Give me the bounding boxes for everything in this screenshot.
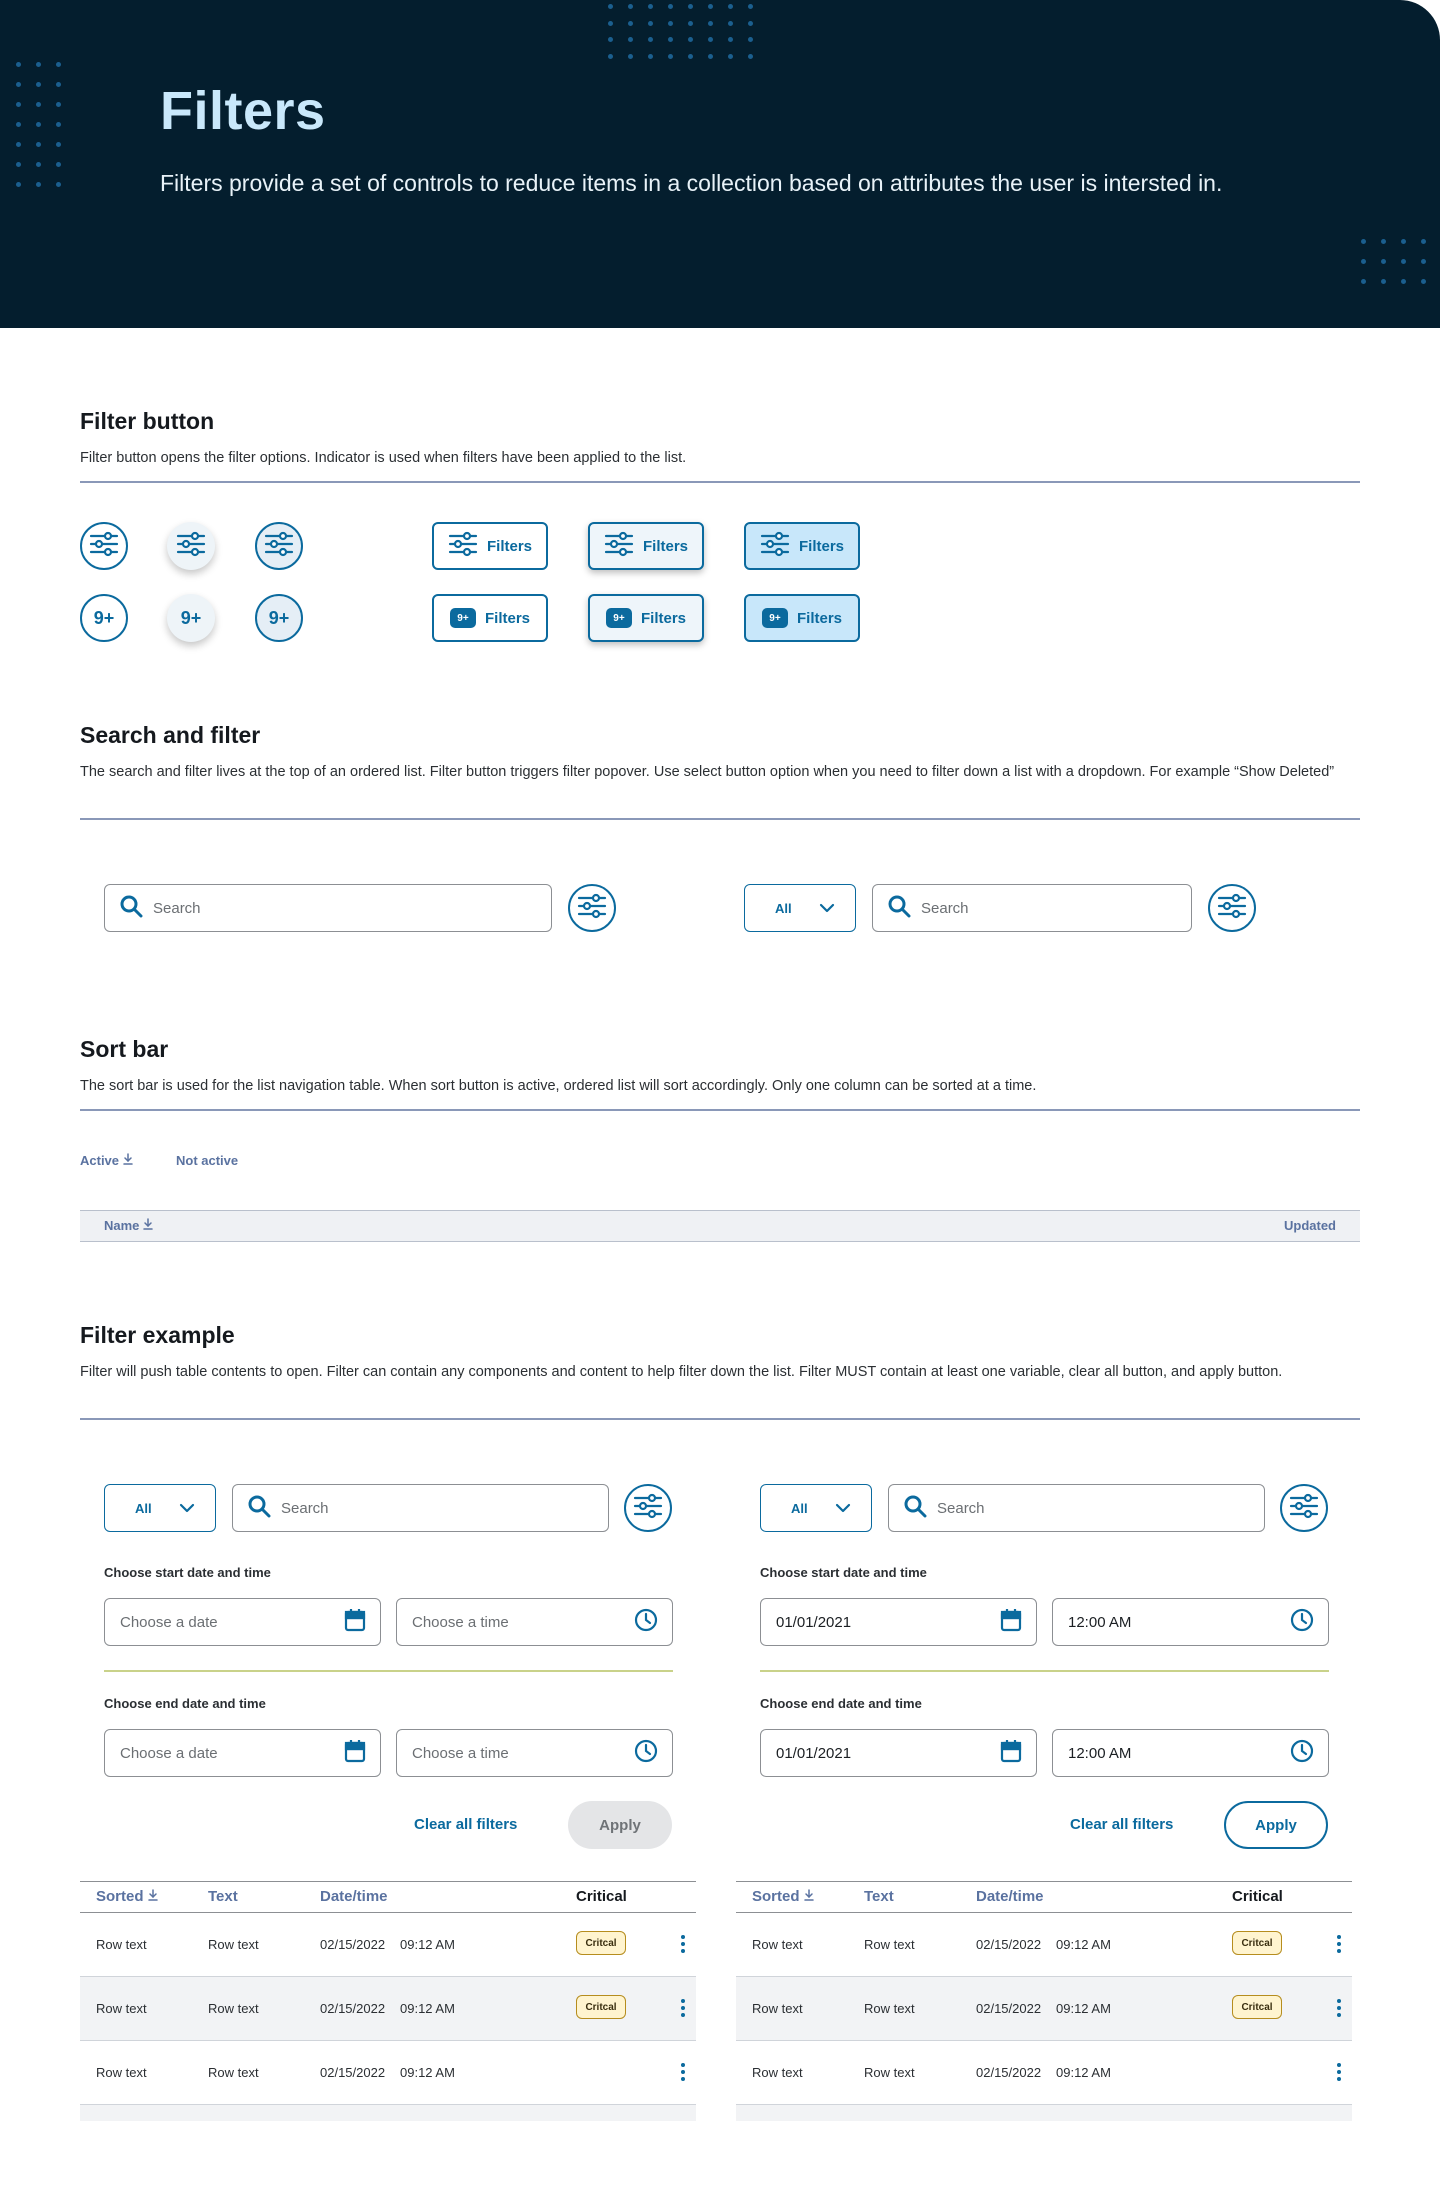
kebab-menu-icon[interactable]: [681, 1935, 685, 1953]
filter-sliders-icon: [577, 893, 607, 924]
filters-button-label: Filters: [486, 537, 532, 555]
search-placeholder: Search: [937, 1499, 985, 1517]
row-cell-text: Row text: [864, 2001, 915, 2016]
filter-sliders-icon: [264, 531, 294, 562]
section-divider: [80, 481, 1360, 483]
sort-active-label: Active: [80, 1153, 120, 1168]
decor-dot: [56, 142, 61, 147]
table-row[interactable]: [80, 2041, 696, 2105]
table-header: [736, 1881, 1352, 1913]
calendar-icon[interactable]: [1000, 1608, 1022, 1636]
decor-dot: [708, 37, 713, 42]
decor-dot: [1381, 279, 1386, 284]
filter-example-title: Filter example: [80, 1322, 235, 1348]
search-icon: [119, 894, 143, 922]
sort-name-button[interactable]: [104, 1218, 153, 1233]
decor-dot: [688, 37, 693, 42]
search-filter-description: The search and filter lives at the top of an ordered list. Filter button triggers filter popover. Use select button option when you need to filter down a list with a dropdown. For example “Show Deleted”: [80, 764, 1335, 780]
decor-dot: [608, 4, 613, 9]
end-date-value: 01/01/2021: [776, 1744, 852, 1762]
row-cell-text: Row text: [864, 1937, 915, 1952]
decor-dot: [748, 21, 753, 26]
col-text-header[interactable]: Text: [864, 1888, 894, 1905]
decor-dot: [1421, 259, 1426, 264]
clock-icon[interactable]: [634, 1608, 658, 1636]
start-time-value: Choose a time: [412, 1613, 509, 1631]
row-cell-time: 09:12 AM: [400, 2065, 455, 2080]
filters-button-indicator-pressed[interactable]: [744, 594, 860, 642]
decor-dot: [36, 142, 41, 147]
decor-dot: [668, 54, 673, 59]
decor-dot: [668, 4, 673, 9]
end-date-value: Choose a date: [120, 1744, 218, 1762]
calendar-icon[interactable]: [344, 1739, 366, 1767]
row-cell-date: 02/15/2022: [320, 1937, 386, 1952]
row-cell-time: 09:12 AM: [400, 2001, 455, 2016]
field-divider: [760, 1670, 1329, 1672]
decor-dot: [1361, 239, 1366, 244]
decor-dot: [608, 54, 613, 59]
decor-dot: [1401, 279, 1406, 284]
filter-icon-button[interactable]: [624, 1484, 672, 1532]
sort-arrow-icon: [143, 1218, 153, 1233]
filters-button-hover[interactable]: [588, 522, 704, 570]
row-cell-sorted: Row text: [96, 2001, 147, 2016]
filter-icon-button[interactable]: [80, 522, 128, 570]
clock-icon[interactable]: [1290, 1608, 1314, 1636]
decor-dot: [1421, 279, 1426, 284]
decor-dot: [16, 142, 21, 147]
row-cell-text: Row text: [864, 2065, 915, 2080]
critical-badge: Critcal: [576, 1931, 626, 1955]
search-filter-title: Search and filter: [80, 722, 261, 748]
row-cell-text: Row text: [208, 2001, 259, 2016]
row-cell-date: 02/15/2022: [976, 2001, 1042, 2016]
decor-dot: [728, 37, 733, 42]
row-cell-sorted: Row text: [96, 2065, 147, 2080]
decor-dot: [708, 4, 713, 9]
decor-dot: [648, 37, 653, 42]
row-cell-sorted: Row text: [752, 1937, 803, 1952]
decor-dot: [1361, 279, 1366, 284]
search-icon: [247, 1494, 271, 1522]
filter-icon-button[interactable]: [1208, 884, 1256, 932]
decor-dot: [36, 162, 41, 167]
row-cell-text: Row text: [208, 1937, 259, 1952]
end-time-value: Choose a time: [412, 1744, 509, 1762]
decor-dot: [708, 21, 713, 26]
end-date-field[interactable]: [760, 1729, 1037, 1777]
search-placeholder: Search: [921, 899, 969, 917]
decor-dot: [56, 162, 61, 167]
decor-dot: [668, 37, 673, 42]
decor-dots-right: [1361, 239, 1440, 299]
row-cell-date: 02/15/2022: [320, 2065, 386, 2080]
decor-dot: [16, 82, 21, 87]
clear-all-filters-button[interactable]: Clear all filters: [1070, 1816, 1174, 1833]
kebab-menu-icon[interactable]: [681, 1999, 685, 2017]
search-placeholder: Search: [153, 899, 201, 917]
filter-icon-button-pressed[interactable]: [255, 522, 303, 570]
page-title: Filters: [160, 81, 326, 141]
chevron-down-icon: [835, 1501, 851, 1516]
filter-sliders-icon: [760, 531, 790, 561]
filter-sliders-icon: [448, 531, 478, 561]
row-cell-time: 09:12 AM: [400, 1937, 455, 1952]
filters-button-label: Filters: [798, 537, 844, 555]
kebab-menu-icon[interactable]: [1337, 1999, 1341, 2017]
search-input[interactable]: [104, 884, 552, 932]
row-cell-date: 02/15/2022: [320, 2001, 386, 2016]
decor-dots-left: [16, 62, 76, 202]
row-cell-time: 09:12 AM: [1056, 2001, 1111, 2016]
start-time-value: 12:00 AM: [1068, 1613, 1132, 1631]
start-time-field[interactable]: [396, 1598, 673, 1646]
start-date-value: Choose a date: [120, 1613, 218, 1631]
critical-badge: Critcal: [576, 1995, 626, 2019]
results-table: [736, 1881, 1352, 2121]
filters-button-label: Filters: [484, 609, 530, 627]
sort-bar: [80, 1210, 1360, 1242]
filter-count-indicator: 9+: [93, 607, 115, 628]
decor-dot: [628, 54, 633, 59]
decor-dot: [1381, 239, 1386, 244]
filter-button-title: Filter button: [80, 408, 215, 434]
filters-button-label: Filters: [796, 609, 842, 627]
search-icon: [903, 1494, 927, 1522]
end-date-field[interactable]: [104, 1729, 381, 1777]
start-date-field[interactable]: [760, 1598, 1037, 1646]
filter-icon-button[interactable]: [568, 884, 616, 932]
table-row[interactable]: [736, 1977, 1352, 2041]
col-datetime-header[interactable]: Date/time: [320, 1888, 388, 1905]
sort-bar-description: The sort bar is used for the list navigation table. When sort button is active, ordered list will sort accordingly. Only one column can be sorted at a time.: [80, 1078, 1037, 1094]
sort-updated-button[interactable]: Updated: [1284, 1218, 1336, 1233]
filters-button-label: Filters: [640, 609, 686, 627]
filters-button-indicator[interactable]: [432, 594, 548, 642]
sort-arrow-icon: [148, 1888, 158, 1905]
row-cell-sorted: Row text: [752, 2001, 803, 2016]
decor-dot: [56, 182, 61, 187]
col-datetime-header[interactable]: Date/time: [976, 1888, 1044, 1905]
start-date-value: 01/01/2021: [776, 1613, 852, 1631]
kebab-menu-icon[interactable]: [1337, 1935, 1341, 1953]
col-text-header[interactable]: Text: [208, 1888, 238, 1905]
decor-dot: [728, 21, 733, 26]
filter-button-description: Filter button opens the filter options. Indicator is used when filters have been applied to the list.: [80, 450, 687, 466]
row-cell-sorted: Row text: [96, 1937, 147, 1952]
filter-sliders-icon: [89, 531, 119, 562]
decor-dot: [56, 122, 61, 127]
table-footer: [80, 2105, 696, 2121]
start-time-field[interactable]: [1052, 1598, 1329, 1646]
decor-dot: [728, 4, 733, 9]
decor-dot: [1421, 239, 1426, 244]
apply-button[interactable]: Apply: [568, 1801, 672, 1849]
filter-example-description: Filter will push table contents to open. Filter can contain any components and content to help filter down the list. Filter MUST contain at least one variable, clear all button, and apply button.: [80, 1364, 1283, 1380]
decor-dot: [36, 102, 41, 107]
col-critical-header[interactable]: Critical: [1232, 1888, 1283, 1905]
table-footer: [736, 2105, 1352, 2121]
calendar-icon[interactable]: [1000, 1739, 1022, 1767]
end-date-label: Choose end date and time: [104, 1696, 266, 1711]
col-sorted-label: Sorted: [96, 1888, 144, 1905]
start-date-label: Choose start date and time: [760, 1565, 927, 1580]
results-table: [80, 1881, 696, 2121]
sort-arrow-icon: [123, 1153, 133, 1168]
filters-button-indicator-hover[interactable]: [588, 594, 704, 642]
table-row[interactable]: [80, 1913, 696, 1977]
critical-badge: Critcal: [1232, 1931, 1282, 1955]
decor-dot: [748, 4, 753, 9]
critical-badge: Critcal: [1232, 1995, 1282, 2019]
clock-icon[interactable]: [634, 1739, 658, 1767]
decor-dot: [668, 21, 673, 26]
decor-dot: [748, 37, 753, 42]
filter-count-indicator: 9+: [180, 607, 202, 628]
decor-dot: [16, 102, 21, 107]
filter-sliders-icon: [633, 1493, 663, 1524]
section-divider: [80, 1418, 1360, 1420]
filter-sliders-icon: [1217, 893, 1247, 924]
filter-indicator-button[interactable]: [80, 594, 128, 642]
hero-banner: [0, 0, 1440, 328]
filter-icon-button[interactable]: [1280, 1484, 1328, 1532]
start-date-field[interactable]: [104, 1598, 381, 1646]
filter-select[interactable]: [760, 1484, 872, 1532]
decor-dot: [608, 21, 613, 26]
select-value: All: [135, 1500, 152, 1516]
decor-dot: [36, 182, 41, 187]
search-input[interactable]: [872, 884, 1192, 932]
kebab-menu-icon[interactable]: [681, 2063, 685, 2081]
filter-indicator-button-hover[interactable]: [167, 594, 215, 642]
end-time-field[interactable]: [1052, 1729, 1329, 1777]
filter-select[interactable]: [104, 1484, 216, 1532]
filter-select[interactable]: [744, 884, 856, 932]
search-icon: [887, 894, 911, 922]
clock-icon[interactable]: [1290, 1739, 1314, 1767]
decor-dot: [628, 4, 633, 9]
row-cell-text: Row text: [208, 2065, 259, 2080]
filters-button-pressed[interactable]: [744, 522, 860, 570]
kebab-menu-icon[interactable]: [1337, 2063, 1341, 2081]
row-cell-sorted: Row text: [752, 2065, 803, 2080]
col-sorted-header[interactable]: [96, 1888, 158, 1905]
table-row[interactable]: [736, 1913, 1352, 1977]
decor-dot: [1381, 259, 1386, 264]
decor-dot: [628, 21, 633, 26]
filter-icon-button-hover[interactable]: [167, 522, 215, 570]
decor-dot: [688, 21, 693, 26]
sort-name-label: Name: [104, 1218, 140, 1233]
decor-dot: [608, 37, 613, 42]
section-divider: [80, 818, 1360, 820]
sort-arrow-icon: [804, 1888, 814, 1905]
decor-dot: [36, 82, 41, 87]
search-placeholder: Search: [281, 1499, 329, 1517]
chevron-down-icon: [819, 901, 835, 916]
decor-dot: [36, 122, 41, 127]
filter-sliders-icon: [1289, 1493, 1319, 1524]
select-value: All: [775, 900, 792, 916]
filter-sliders-icon: [604, 531, 634, 561]
row-cell-time: 09:12 AM: [1056, 1937, 1111, 1952]
filter-count-badge: 9+: [606, 608, 632, 628]
col-critical-header[interactable]: Critical: [576, 1888, 627, 1905]
decor-dot: [56, 62, 61, 67]
decor-dot: [56, 82, 61, 87]
filter-sliders-icon: [176, 531, 206, 562]
decor-dot: [1401, 239, 1406, 244]
sort-bar-title: Sort bar: [80, 1036, 169, 1062]
filter-count-badge: 9+: [762, 608, 788, 628]
chevron-down-icon: [179, 1501, 195, 1516]
filter-count-indicator: 9+: [268, 607, 290, 628]
end-time-field[interactable]: [396, 1729, 673, 1777]
decor-dot: [648, 4, 653, 9]
col-sorted-header[interactable]: [752, 1888, 814, 1905]
decor-dot: [708, 54, 713, 59]
field-divider: [104, 1670, 673, 1672]
decor-dots-top: [608, 4, 768, 70]
table-row[interactable]: [736, 2041, 1352, 2105]
decor-dot: [16, 122, 21, 127]
start-date-label: Choose start date and time: [104, 1565, 271, 1580]
filter-indicator-button-pressed[interactable]: [255, 594, 303, 642]
table-row[interactable]: [80, 1977, 696, 2041]
select-value: All: [791, 1500, 808, 1516]
row-cell-date: 02/15/2022: [976, 2065, 1042, 2080]
sort-active-button[interactable]: [80, 1153, 133, 1168]
decor-dot: [628, 37, 633, 42]
decor-dot: [16, 62, 21, 67]
search-input[interactable]: [232, 1484, 609, 1532]
decor-dot: [688, 54, 693, 59]
decor-dot: [748, 54, 753, 59]
table-header: [80, 1881, 696, 1913]
filters-button-label: Filters: [642, 537, 688, 555]
sort-not-active-button[interactable]: Not active: [176, 1153, 239, 1168]
row-cell-date: 02/15/2022: [976, 1937, 1042, 1952]
decor-dot: [56, 102, 61, 107]
apply-button[interactable]: Apply: [1224, 1801, 1328, 1849]
decor-dot: [1401, 259, 1406, 264]
decor-dot: [16, 182, 21, 187]
page-subtitle: Filters provide a set of controls to reduce items in a collection based on attributes the user is intersted in.: [160, 170, 1223, 196]
search-input[interactable]: [888, 1484, 1265, 1532]
filters-button[interactable]: [432, 522, 548, 570]
calendar-icon[interactable]: [344, 1608, 366, 1636]
end-date-label: Choose end date and time: [760, 1696, 922, 1711]
decor-dot: [16, 162, 21, 167]
decor-dot: [728, 54, 733, 59]
decor-dot: [648, 54, 653, 59]
decor-dot: [648, 21, 653, 26]
section-divider: [80, 1109, 1360, 1111]
end-time-value: 12:00 AM: [1068, 1744, 1132, 1762]
filter-count-badge: 9+: [450, 608, 476, 628]
decor-dot: [36, 62, 41, 67]
decor-dot: [688, 4, 693, 9]
col-sorted-label: Sorted: [752, 1888, 800, 1905]
row-cell-time: 09:12 AM: [1056, 2065, 1111, 2080]
clear-all-filters-button[interactable]: Clear all filters: [414, 1816, 518, 1833]
decor-dot: [1361, 259, 1366, 264]
